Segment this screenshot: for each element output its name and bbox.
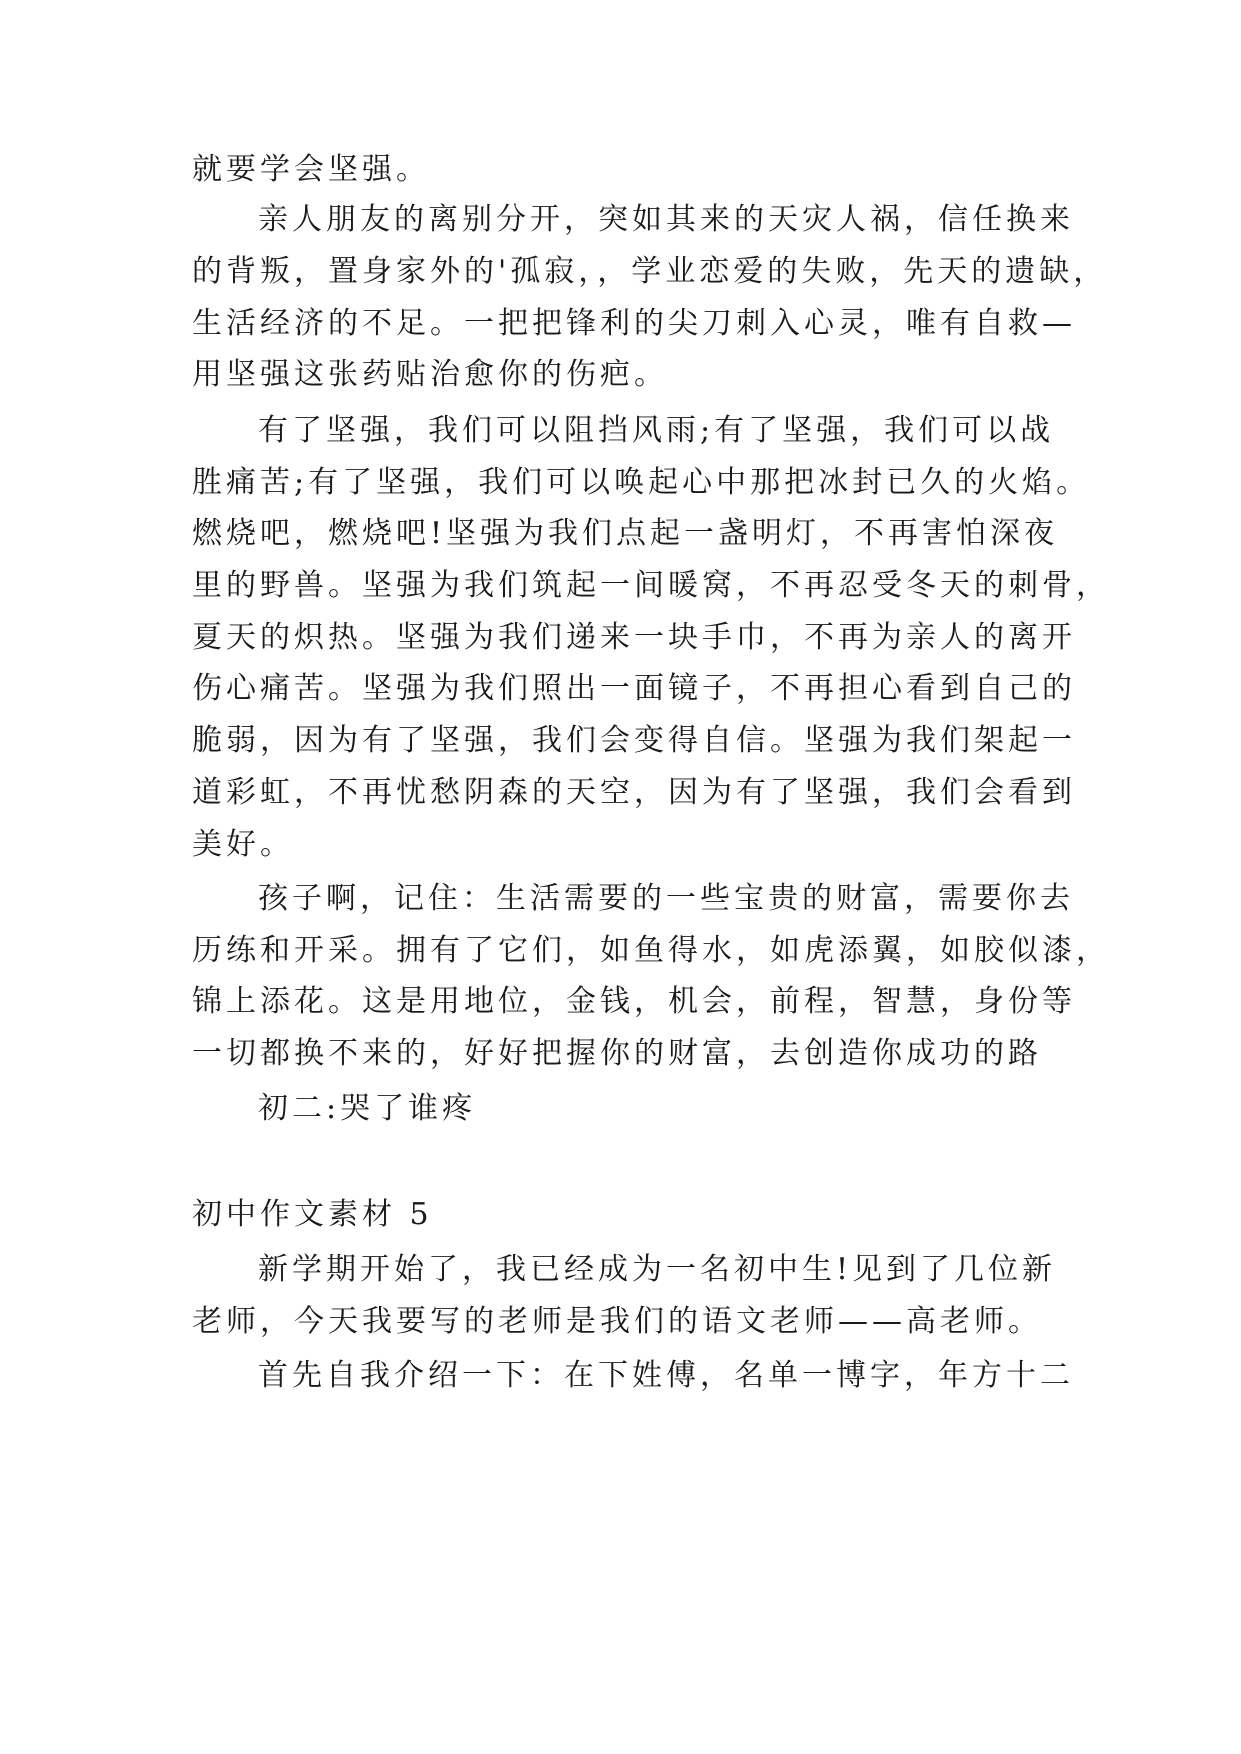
subheading: 初二:哭了谁疼: [258, 1091, 477, 1126]
text-line: 历练和开采。拥有了它们，如鱼得水，如虎添翼，如胶似漆，: [192, 933, 1110, 968]
text-line: 亲人朋友的离别分开，突如其来的天灾人祸，信任换来: [258, 202, 1074, 237]
text-line: 道彩虹，不再忧愁阴森的天空，因为有了坚强，我们会看到: [192, 775, 1076, 810]
text-line: 美好。: [192, 827, 294, 862]
text-line: 夏天的炽热。坚强为我们递来一块手巾，不再为亲人的离开: [192, 620, 1076, 655]
text-line: 燃烧吧，燃烧吧!坚强为我们点起一盏明灯，不再害怕深夜: [192, 516, 1059, 551]
text-line: 就要学会坚强。: [192, 152, 430, 187]
text-line: 有了坚强，我们可以阻挡风雨;有了坚强，我们可以战: [258, 413, 1055, 448]
text-line: 首先自我介绍一下：在下姓傅，名单一博字，年方十二: [258, 1358, 1074, 1393]
text-line: 用坚强这张药贴治愈你的伤疤。: [192, 357, 668, 392]
text-line: 脆弱，因为有了坚强，我们会变得自信。坚强为我们架起一: [192, 723, 1076, 758]
text-line: 锦上添花。这是用地位，金钱，机会，前程，智慧，身份等: [192, 984, 1076, 1019]
text-line: 胜痛苦;有了坚强，我们可以唤起心中那把冰封已久的火焰。: [192, 465, 1091, 500]
text-line: 生活经济的不足。一把把锋利的尖刀刺入心灵，唯有自救—: [192, 306, 1076, 341]
text-line: 的背叛，置身家外的'孤寂，，学业恋爱的失败，先天的遗缺，: [192, 254, 1108, 289]
text-line: 老师，今天我要写的老师是我们的语文老师——高老师。: [192, 1304, 1042, 1339]
text-line: 新学期开始了，我已经成为一名初中生!见到了几位新: [258, 1252, 1057, 1287]
section-heading: 初中作文素材 5: [192, 1197, 433, 1232]
text-line: 伤心痛苦。坚强为我们照出一面镜子，不再担心看到自己的: [192, 671, 1076, 706]
text-line: 孩子啊，记住：生活需要的一些宝贵的财富，需要你去: [258, 881, 1074, 916]
text-line: 一切都换不来的，好好把握你的财富，去创造你成功的路: [192, 1036, 1042, 1071]
text-line: 里的野兽。坚强为我们筑起一间暖窝，不再忍受冬天的刺骨，: [192, 568, 1110, 603]
